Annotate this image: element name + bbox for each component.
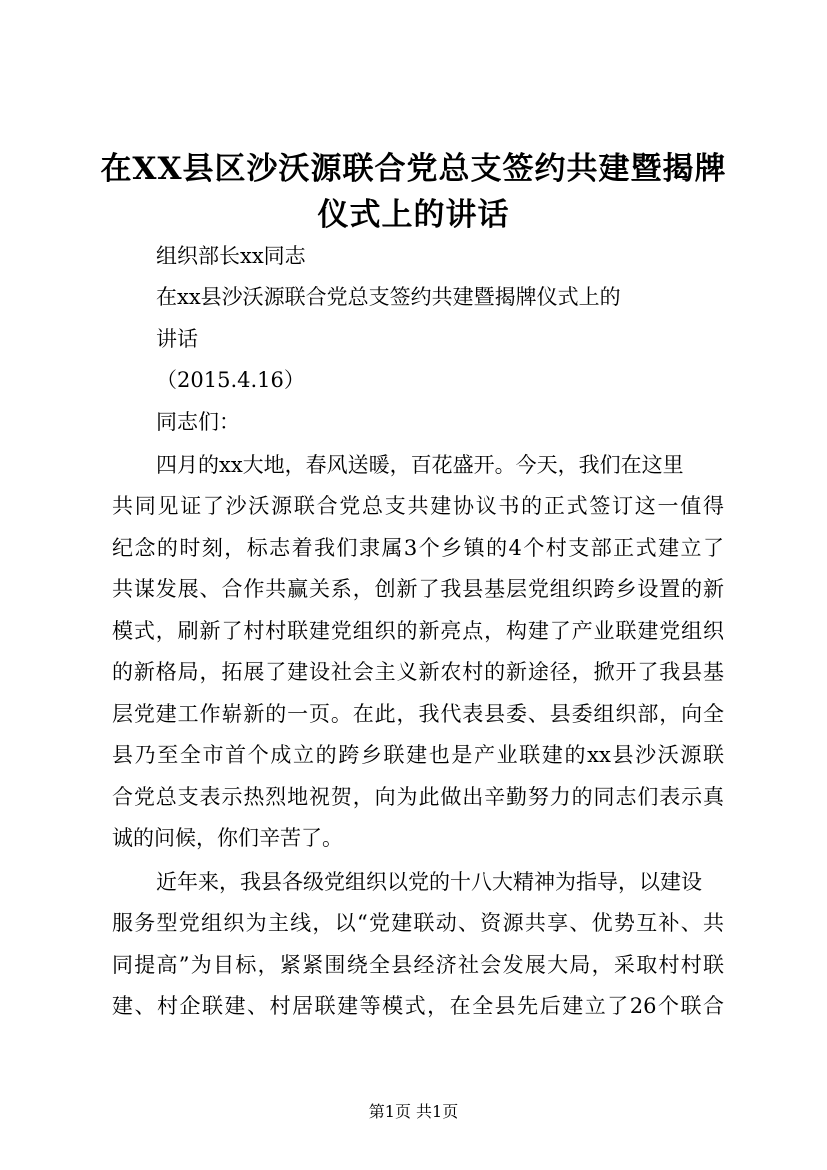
paragraph1-line: 共谋发展、合作共赢关系，创新了我县基层党组织跨乡设置的新: [112, 577, 724, 601]
subject-line1: 在xx县沙沃源联合党总支签约共建暨揭牌仪式上的: [156, 285, 621, 309]
paragraph1-line: 纪念的时刻，标志着我们隶属3个乡镇的4个村支部正式建立了: [112, 536, 724, 560]
document-title-line1: 在XX县区沙沃源联合党总支签约共建暨揭牌: [100, 151, 727, 187]
salutation: 同志们：: [156, 410, 240, 434]
author-line: 组织部长xx同志: [156, 244, 306, 268]
date-line: （2015.4.16）: [156, 368, 305, 392]
paragraph1-line: 县乃至全市首个成立的跨乡联建也是产业联建的xx县沙沃源联: [112, 743, 724, 767]
paragraph1-line: 诚的问候，你们辛苦了。: [112, 826, 343, 850]
paragraph1-line: 层党建工作崭新的一页。在此，我代表县委、县委组织部，向全: [112, 702, 724, 726]
paragraph1-line: 模式，刷新了村村联建党组织的新亮点，构建了产业联建党组织: [112, 619, 724, 643]
document-title-line2: 仪式上的讲话: [317, 197, 510, 233]
paragraph2-line: 服务型党组织为主线，以“党建联动、资源共享、优势互补、共: [112, 911, 724, 935]
page-footer: 第1页 共1页: [368, 1102, 459, 1121]
paragraph2-line: 近年来，我县各级党组织以党的十八大精神为指导，以建设: [156, 870, 702, 894]
paragraph1-line: 四月的xx大地，春风送暖，百花盛开。今天，我们在这里: [156, 453, 684, 477]
paragraph2-line: 建、村企联建、村居联建等模式，在全县先后建立了26个联合: [112, 994, 724, 1018]
paragraph1-line: 的新格局，拓展了建设社会主义新农村的新途径，掀开了我县基: [112, 660, 724, 684]
subject-line2: 讲话: [156, 327, 198, 351]
paragraph1-line: 共同见证了沙沃源联合党总支共建协议书的正式签订这一值得: [112, 494, 724, 518]
paragraph2-line: 同提高”为目标，紧紧围绕全县经济社会发展大局，采取村村联: [112, 953, 724, 977]
paragraph1-line: 合党总支表示热烈地祝贺，向为此做出辛勤努力的同志们表示真: [112, 785, 724, 809]
